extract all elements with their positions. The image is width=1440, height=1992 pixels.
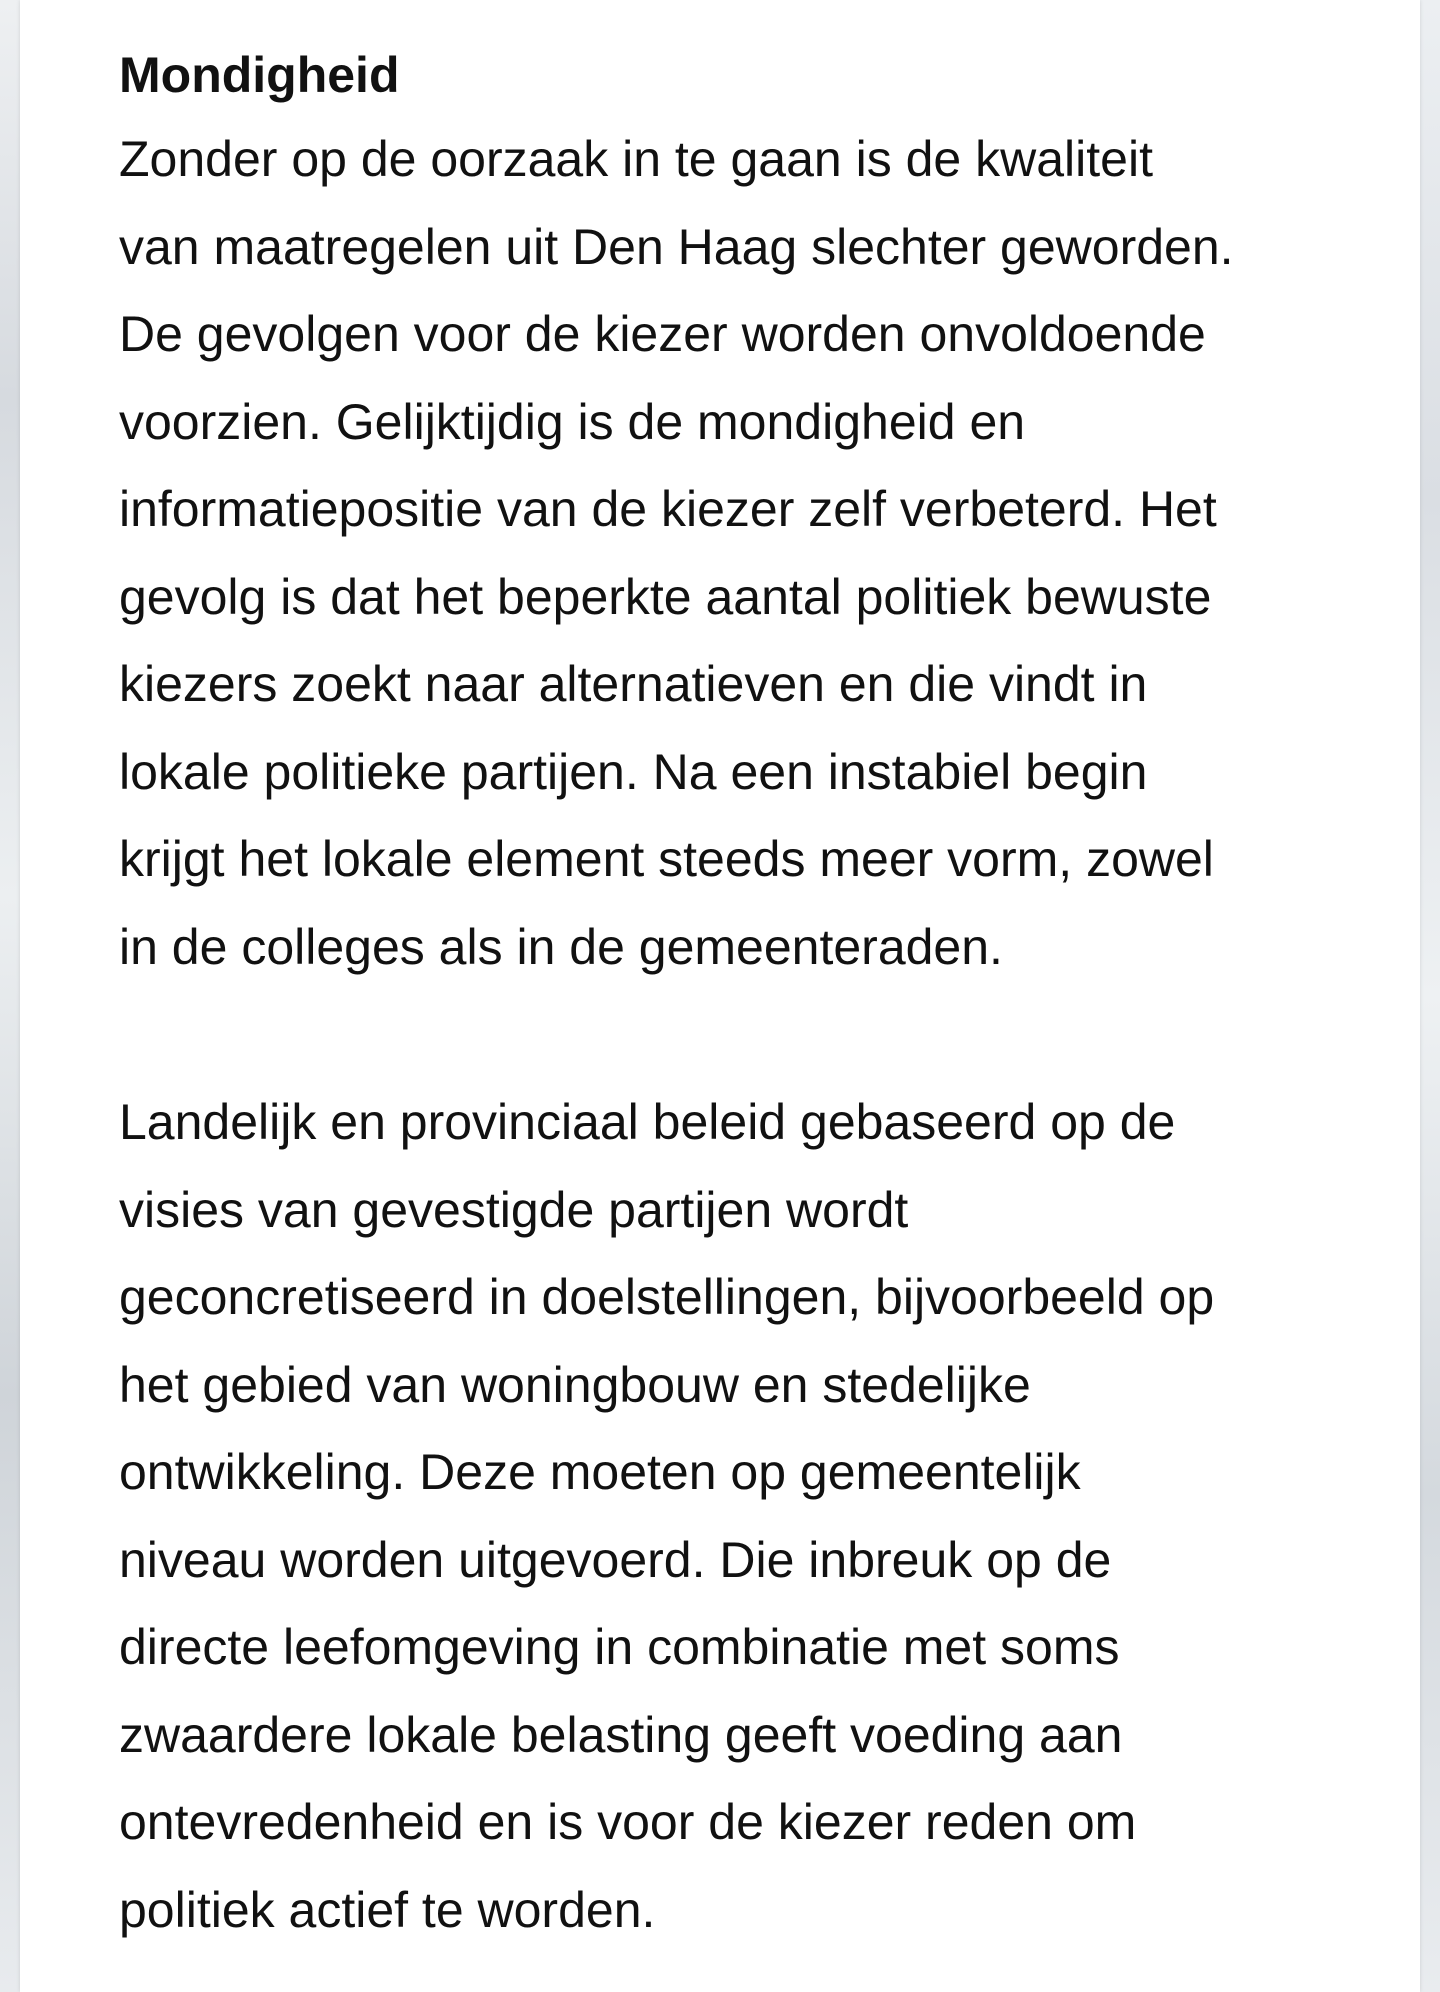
text-line: ontevredenheid en is voor de kiezer reden om [119,1794,1137,1850]
text-line: niveau worden uitgevoerd. Die inbreuk op de [119,1531,1112,1588]
text-line: ontwikkeling. Deze moeten op gemeentelijk [119,1444,1081,1500]
paragraph-gap [119,991,1369,1079]
text-line: zwaardere lokale belasting geeft voeding aan [119,1706,1123,1763]
text-line: kiezers zoekt naar alternatieven en die vindt in [119,656,1148,712]
text-line: voorzien. Gelijktijdig is de mondigheid en [119,393,1026,450]
text-line: geconcretiseerd in doelstellingen, bijvoorbeeld op [119,1269,1215,1325]
article-content [119,34,1369,1954]
text-line: lokale politieke partijen. Na een instabiel begin [119,743,1148,800]
text-line: het gebied van woningbouw en stedelijke [119,1356,1031,1413]
text-line: Landelijk en provinciaal beleid gebaseerd op de [119,1094,1176,1150]
text-line: Zonder op de oorzaak in te gaan is de kwaliteit [119,131,1153,187]
text-line: gevolg is dat het beperkte aantal politiek bewuste [119,568,1212,625]
section-heading: Mondigheid [119,47,400,103]
article-card [20,0,1420,1992]
background-left [0,0,20,1992]
text-line: van maatregelen uit Den Haag slechter geworden. [119,218,1234,275]
paragraph-2 [119,1079,1369,1954]
background-right [1420,0,1440,1992]
text-line: krijgt het lokale element steeds meer vorm, zowel [119,831,1214,887]
text-line: in de colleges als in de gemeenteraden. [119,918,1003,975]
paragraph-1 [119,116,1369,991]
text-line: directe leefomgeving in combinatie met soms [119,1619,1120,1675]
text-line: De gevolgen voor de kiezer worden onvoldoende [119,306,1206,362]
text-line: visies van gevestigde partijen wordt [119,1181,909,1238]
text-line: politiek actief te worden. [119,1881,656,1938]
text-line: informatiepositie van de kiezer zelf verbeterd. Het [119,481,1217,537]
